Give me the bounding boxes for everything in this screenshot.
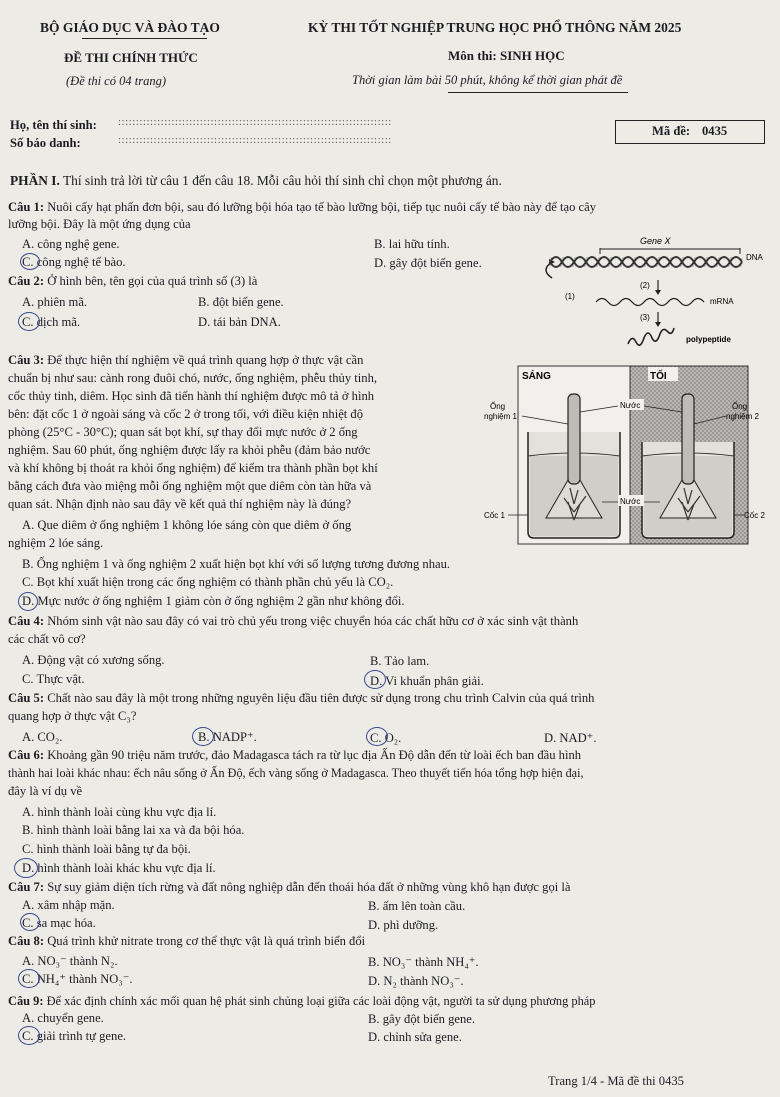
q5-mark-b	[192, 727, 214, 746]
q4-option-a: A. Động vật có xương sống.	[22, 653, 165, 667]
q4-label: Câu 4:	[8, 614, 45, 628]
q8-answer-circle	[18, 969, 40, 988]
photosynthesis-experiment-figure	[482, 362, 774, 548]
transcription-arrowhead	[655, 290, 661, 295]
process-3-label: (3)	[640, 313, 650, 322]
q5-option-d: D. NAD⁺.	[544, 731, 597, 745]
water-2-label: Nước	[620, 497, 641, 506]
q4-stem-2: các chất vô cơ?	[8, 632, 86, 646]
q1-label: Câu 1:	[8, 200, 45, 214]
q2-answer-circle	[18, 312, 40, 331]
page-footer: Trang 1/4 - Mã đề thi 0435	[548, 1074, 684, 1088]
q5-stem-2: quang hợp ở thực vật C₃?	[8, 709, 137, 723]
q7-option-a: A. xâm nhập mặn.	[22, 898, 115, 912]
process-2-label: (2)	[640, 281, 650, 290]
q3-text-6: và khí không bị thoát ra khỏi ống nghiệm) để kiểm tra thành phần bọt khí	[8, 461, 378, 475]
q8-stem	[8, 934, 776, 950]
translation-arrowhead	[655, 322, 661, 327]
q5-stem	[8, 691, 776, 707]
q5-label: Câu 5:	[8, 691, 45, 705]
q3-text-8: quan sát. Nhận định nào sau đây về kết quả thí nghiệm này là đúng?	[8, 497, 352, 511]
sbd-label: Số báo danh:	[10, 136, 81, 150]
exam-title: KỲ THI TỐT NGHIỆP TRUNG HỌC PHỔ THÔNG NĂM 2025	[308, 20, 682, 35]
q9-label: Câu 9:	[8, 994, 44, 1008]
q6-option-c: C. hình thành loài bằng tự đa bội.	[22, 842, 191, 856]
mrna-strand	[596, 299, 704, 306]
tube-1-label-a: Ống	[490, 402, 506, 411]
q3-option-c: C. Bọt khí xuất hiện trong các ống nghiệm có thành phần chủ yếu là CO₂.	[22, 575, 394, 589]
dna-helix	[550, 257, 742, 267]
q5-text-1: Chất nào sau đây là một trong những nguyên liệu đầu tiên được sử dụng trong chu trình Calvin của quá trình	[47, 691, 595, 705]
q7-option-b: B. ấm lên toàn cầu.	[368, 899, 466, 913]
q3-text-3: bên: đặt cốc 1 ở ngoài sáng và cốc 2 ở trong tối, với điều kiện nhiệt độ	[8, 407, 364, 421]
section-1-label: PHẦN I.	[10, 173, 60, 188]
q3-option-b: B. Ống nghiệm 1 và ống nghiệm 2 xuất hiện bọt khí với số lượng tương đương nhau.	[22, 557, 451, 571]
candidate-name-label: Họ, tên thí sinh:	[10, 118, 97, 132]
q1-stem	[8, 200, 776, 216]
q2-option-a: A. phiên mã.	[22, 295, 88, 309]
q1-option-a: A. công nghệ gene.	[22, 237, 120, 251]
q5-answer-circle	[366, 727, 388, 746]
q3-option-a-cont: nghiệm 2 lóe sáng.	[8, 536, 104, 550]
tube-2-label-b: nghiệm 2	[726, 412, 759, 421]
water-1-label: Nước	[620, 401, 641, 410]
q2-option-b: B. đột biến gene.	[198, 295, 284, 309]
q4-stem	[8, 614, 776, 630]
q9-option-d: D. chỉnh sửa gene.	[368, 1030, 462, 1044]
cup-1-label: Cốc 1	[484, 511, 505, 520]
q8-option-d: D. N₂ thành NO₃⁻.	[368, 974, 464, 988]
q9-stem	[8, 994, 776, 1010]
q8-option-c: C. NH₄⁺ thành NO₃⁻.	[22, 972, 133, 986]
section-1-heading	[10, 173, 502, 190]
mrna-label: mRNA	[710, 297, 734, 306]
exam-code-box	[615, 120, 765, 144]
q7-label: Câu 7:	[8, 880, 45, 894]
polypeptide-chain	[628, 328, 674, 345]
q6-option-d: D. hình thành loài khác khu vực địa lí.	[22, 861, 216, 875]
q3-text-1: chuẩn bị như sau: cành rong đuôi chó, nước, ống nghiệm, phễu thủy tinh,	[8, 371, 378, 385]
cup-2-label: Cốc 2	[744, 511, 765, 520]
exam-code-value: 0435	[702, 124, 728, 138]
q2-option-c: C. dịch mã.	[22, 315, 81, 329]
q3-label: Câu 3:	[8, 353, 45, 367]
q9-option-b: B. gây đột biến gene.	[368, 1012, 476, 1026]
tube-1-label-b: nghiệm 1	[484, 412, 517, 421]
q4-option-c: C. Thực vật.	[22, 672, 85, 686]
tube-2-label-a: Ống	[732, 402, 748, 411]
q8-text: Quá trình khử nitrate trong cơ thể thực vật là quá trình biến đổi	[47, 934, 366, 948]
q3-option-d: D. Mực nước ở ống nghiệm 1 giảm còn ở ống nghiệm 2 gần như không đổi.	[22, 594, 405, 608]
q3-text-4: phòng (25°C - 30°C); quan sát bọt khí, sự thay đổi mực nước ở 2 ống	[8, 425, 358, 439]
dna-label: DNA	[746, 253, 763, 262]
q6-label: Câu 6:	[8, 748, 45, 762]
q4-option-d: D. Vi khuẩn phân giải.	[370, 674, 484, 688]
q6-stem-3: đây là ví dụ về	[8, 784, 83, 798]
q9-text: Để xác định chính xác mối quan hệ phát sinh chủng loại giữa các loài động vật, người ta sử dụng phương pháp	[46, 994, 596, 1008]
q7-option-d: D. phì dưỡng.	[368, 918, 439, 932]
sbd-field: :::::::::::::::::::::::::::::::::::::::::::::::::::::::::::::::::::::::::::::	[118, 134, 392, 146]
q2-label: Câu 2:	[8, 274, 45, 288]
candidate-name-field: :::::::::::::::::::::::::::::::::::::::::::::::::::::::::::::::::::::::::::::	[118, 116, 392, 128]
q5-option-b: B. NADP⁺.	[198, 730, 257, 744]
q5-option-c: C. O₂.	[370, 731, 402, 745]
process-1-label: (1)	[565, 292, 575, 301]
q5-option-a: A. CO₂.	[22, 730, 63, 744]
polypeptide-label: polypeptide	[686, 335, 731, 344]
q1-text-1: Nuôi cấy hạt phấn đơn bội, sau đó lưỡng bội hóa tạo tế bào lưỡng bội, tiếp tục nuôi cấy tế bào này để tạo cây	[47, 200, 596, 214]
q6-text-1: Khoảng gần 90 triệu năm trước, đảo Madagasca tách ra từ lục địa Ấn Độ dẫn đến từ loài ếch ban đầu hình	[47, 748, 582, 762]
q9-option-a: A. chuyển gene.	[22, 1011, 104, 1025]
q8-option-b: B. NO₃⁻ thành NH₄⁺.	[368, 955, 479, 969]
time-note: Thời gian làm bài 50 phút, không kể thời gian phát đề	[352, 73, 623, 87]
subject: Môn thi: SINH HỌC	[448, 48, 565, 63]
q1-option-c: C. công nghệ tế bào.	[22, 255, 126, 269]
q8-label: Câu 8:	[8, 934, 45, 948]
q1-stem-2: lưỡng bội. Đây là một ứng dụng của	[8, 217, 191, 231]
q7-answer-circle	[20, 913, 40, 931]
q3-option-a: A. Que diêm ở ống nghiệm 1 không lóe sáng còn que diêm ở ống	[22, 518, 352, 532]
q1-option-d: D. gây đột biến gene.	[374, 256, 482, 270]
pages-note: (Đề thi có 04 trang)	[66, 74, 166, 88]
gene-label: Gene X	[640, 236, 671, 246]
q3-text-5: nghiệm. Sau 60 phút, ống nghiệm được lấy ra khỏi phễu (đảm bảo nước	[8, 443, 371, 457]
q6-stem	[8, 748, 776, 764]
q2-text: Ở hình bên, tên gọi của quá trình số (3) là	[47, 274, 258, 288]
q1-answer-circle	[20, 253, 40, 270]
q4-option-b: B. Tảo lam.	[370, 654, 430, 668]
q9-option-c: C. giải trình tự gene.	[22, 1029, 127, 1043]
q3-text-0: Để thực hiện thí nghiệm về quá trình quang hợp ở thực vật cần	[47, 353, 364, 367]
light-label: SÁNG	[522, 371, 551, 382]
q3-text-2: cốc thủy tinh, diêm. Học sinh đã tiến hành thí nghiệm được mô tả ở hình	[8, 389, 375, 403]
q7-option-c: C. sa mạc hóa.	[22, 916, 96, 930]
gene-bracket	[600, 248, 740, 254]
q7-stem	[8, 880, 776, 896]
q3-text-7: bằng cách đưa vào miệng mỗi ống nghiệm một que diêm còn tàn hữa và	[8, 479, 372, 493]
q6-stem-2: thành hai loài khác nhau: ếch nâu sống ở Ấn Độ, ếch vàng sống ở Madagasca. Theo thuyết tiến hóa tổng hợp hiện đại,	[8, 766, 584, 780]
q3-answer-circle	[18, 592, 38, 611]
q8-option-a: A. NO₃⁻ thành N₂.	[22, 954, 118, 968]
exam-code-label: Mã đề:	[652, 124, 691, 138]
dark-label: TỐI	[650, 371, 667, 382]
q2-option-d: D. tái bản DNA.	[198, 315, 281, 329]
gene-expression-figure	[540, 232, 776, 362]
section-1-text: Thí sinh trả lời từ câu 1 đến câu 18. Mỗi câu hỏi thí sinh chỉ chọn một phương án.	[62, 173, 502, 188]
ministry-underline	[82, 38, 207, 39]
q9-answer-circle	[18, 1026, 40, 1045]
q1-option-b: B. lai hữu tính.	[374, 237, 450, 251]
q6-option-a: A. hình thành loài cùng khu vực địa lí.	[22, 805, 217, 819]
q4-answer-circle	[364, 670, 386, 689]
title-underline	[448, 92, 628, 93]
official-label: ĐỀ THI CHÍNH THỨC	[64, 50, 198, 65]
q4-text-1: Nhóm sinh vật nào sau đây có vai trò chủ yếu trong việc chuyển hóa các chất hữu cơ ở xác sinh vật thành	[47, 614, 579, 628]
ministry-name: BỘ GIÁO DỤC VÀ ĐÀO TẠO	[40, 20, 220, 35]
q6-answer-circle	[14, 858, 38, 878]
q7-text: Sự suy giảm diện tích rừng và đất nông nghiệp dẫn đến thoái hóa đất ở những vùng khô hạn được gọi là	[47, 880, 571, 894]
q6-option-b: B. hình thành loài bằng lai xa và đa bội hóa.	[22, 823, 245, 837]
